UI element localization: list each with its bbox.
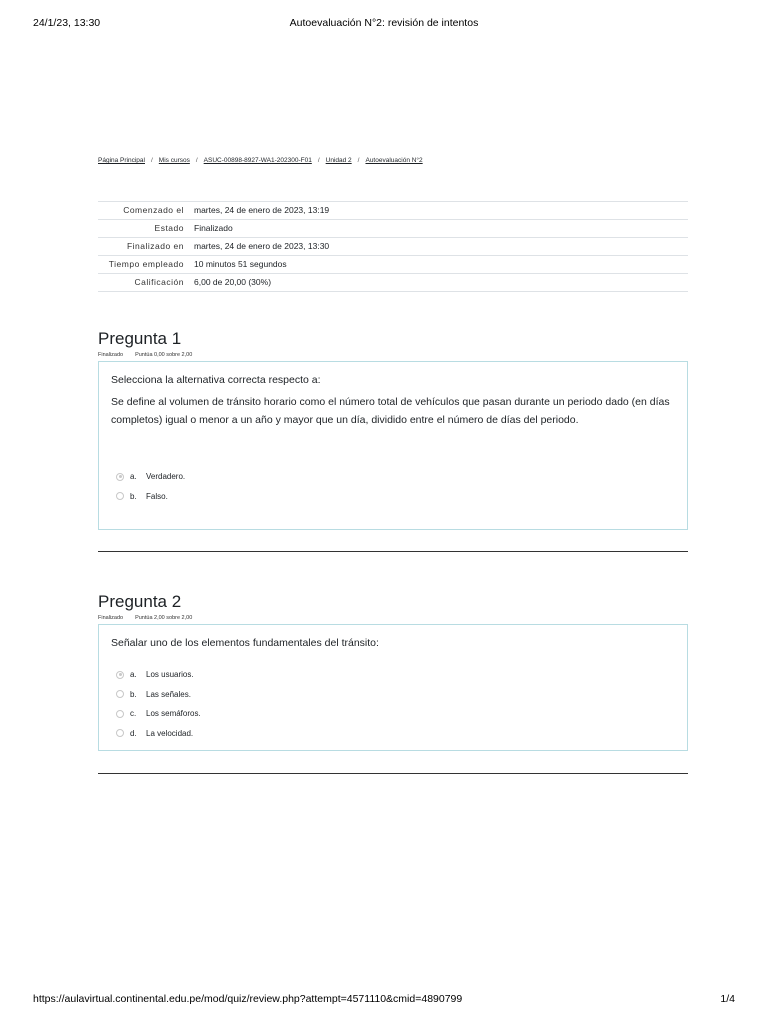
answer-label: Los usuarios. [146, 670, 194, 680]
print-footer [0, 993, 768, 1007]
breadcrumb-quiz[interactable]: Autoevaluación N°2 [365, 157, 423, 164]
summary-label-time-taken: Tiempo empleado [98, 256, 190, 274]
question-box [98, 624, 688, 751]
summary-row [98, 256, 688, 274]
question-box [98, 361, 688, 530]
radio-icon[interactable] [116, 729, 124, 737]
radio-selected-icon[interactable] [116, 473, 124, 481]
breadcrumb-separator: / [317, 157, 320, 164]
radio-selected-icon[interactable] [116, 671, 124, 679]
answer-letter: c. [130, 709, 137, 719]
question-2 [98, 592, 688, 751]
answer-option-a[interactable] [111, 665, 675, 685]
answer-option-c[interactable] [111, 704, 675, 724]
summary-label-state: Estado [98, 220, 190, 238]
question-title: Pregunta 2 [98, 592, 182, 611]
breadcrumb [98, 157, 423, 164]
page-number: 1/4 [720, 993, 735, 1005]
answer-label: Verdadero. [146, 472, 186, 482]
breadcrumb-my-courses[interactable]: Mis cursos [158, 157, 190, 164]
summary-value-time-taken: 10 minutos 51 segundos [190, 256, 688, 274]
answer-letter: a. [130, 472, 137, 482]
summary-row [98, 202, 688, 220]
answer-list [111, 665, 675, 743]
summary-label-completed: Finalizado en [98, 238, 190, 256]
answer-label: Los semáforos. [146, 709, 201, 719]
answer-option-d[interactable] [111, 724, 675, 744]
answer-letter: a. [130, 670, 137, 680]
answer-list [111, 467, 675, 506]
question-divider [98, 551, 688, 552]
breadcrumb-home[interactable]: Página Principal [98, 157, 145, 164]
question-1 [98, 329, 688, 530]
breadcrumb-separator: / [195, 157, 198, 164]
question-title: Pregunta 1 [98, 329, 182, 348]
summary-value-state: Finalizado [190, 220, 688, 238]
question-prompt: Selecciona la alternativa correcta respecto a: [111, 374, 321, 386]
answer-label: Las señales. [146, 689, 191, 699]
answer-letter: d. [130, 728, 137, 738]
question-status: Finalizado [98, 352, 124, 358]
question-text: Se define al volumen de tránsito horario como el número total de vehículos que pasan durante un periodo dado (en días completos) igual o menor a un año y mayor que un día, dividido entre el número de días del periodo. [111, 396, 670, 426]
question-divider [98, 773, 688, 774]
attempt-summary-table [98, 201, 688, 292]
summary-value-completed: martes, 24 de enero de 2023, 13:30 [190, 238, 688, 256]
answer-label: La velocidad. [146, 728, 194, 738]
summary-row [98, 238, 688, 256]
question-meta [98, 352, 688, 358]
summary-value-started: martes, 24 de enero de 2023, 13:19 [190, 202, 688, 220]
breadcrumb-course[interactable]: ASUC-00898-8927-WA1-202300-F01 [203, 157, 312, 164]
answer-option-b[interactable] [111, 685, 675, 705]
answer-label: Falso. [146, 491, 168, 501]
summary-row [98, 274, 688, 292]
breadcrumb-separator: / [150, 157, 153, 164]
answer-option-b[interactable] [111, 487, 675, 507]
answer-option-a[interactable] [111, 467, 675, 487]
print-title: Autoevaluación N°2: revisión de intentos [289, 17, 479, 29]
question-prompt: Señalar uno de los elementos fundamentales del tránsito: [111, 637, 379, 649]
answer-letter: b. [130, 491, 137, 501]
breadcrumb-separator: / [357, 157, 360, 164]
question-meta [98, 615, 688, 621]
radio-icon[interactable] [116, 710, 124, 718]
print-header [0, 17, 768, 31]
question-score: Puntúa 0,00 sobre 2,00 [135, 352, 193, 358]
print-url: https://aulavirtual.continental.edu.pe/mod/quiz/review.php?attempt=4571110&cmid=4890799 [33, 993, 463, 1005]
question-status: Finalizado [98, 615, 124, 621]
summary-value-grade: 6,00 de 20,00 (30%) [190, 274, 688, 292]
summary-row [98, 220, 688, 238]
print-date: 24/1/23, 13:30 [33, 17, 101, 29]
summary-label-started: Comenzado el [98, 202, 190, 220]
answer-letter: b. [130, 689, 137, 699]
question-score: Puntúa 2,00 sobre 2,00 [135, 615, 193, 621]
radio-icon[interactable] [116, 492, 124, 500]
breadcrumb-unit[interactable]: Unidad 2 [325, 157, 352, 164]
radio-icon[interactable] [116, 690, 124, 698]
summary-label-grade: Calificación [98, 274, 190, 292]
